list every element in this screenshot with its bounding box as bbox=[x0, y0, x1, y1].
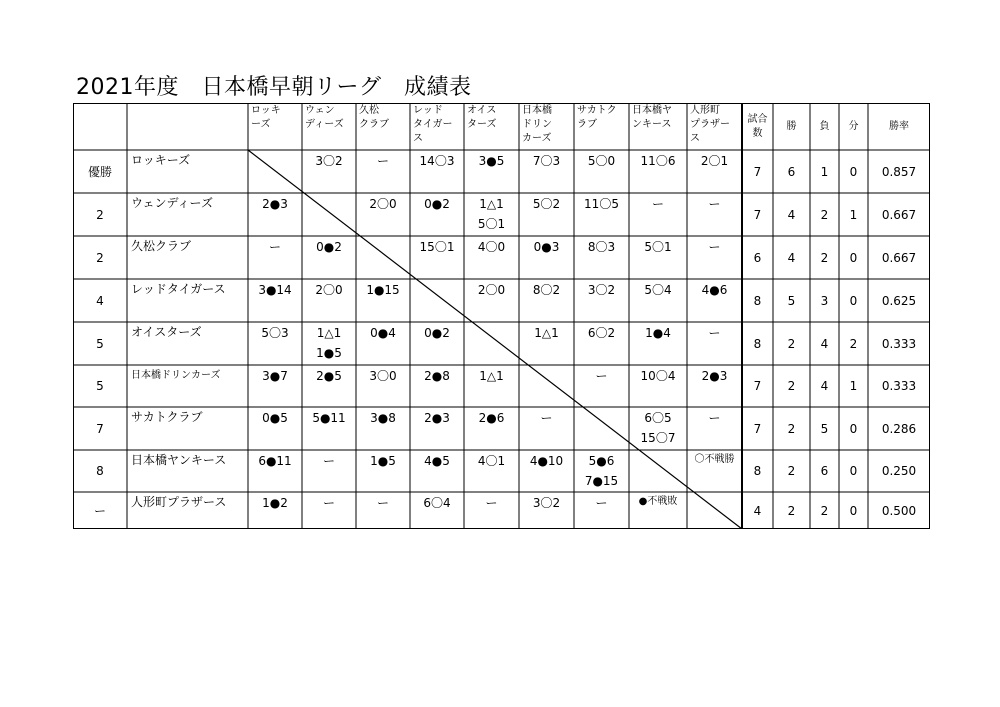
games-cell: 7 bbox=[753, 421, 762, 436]
score-line-1: ー bbox=[485, 496, 498, 510]
wins-cell: 2 bbox=[787, 336, 796, 351]
score-line-1: 1△1 bbox=[479, 369, 504, 383]
losses-cell: 1 bbox=[820, 164, 829, 179]
score-line-1: 5〇3 bbox=[261, 326, 289, 340]
score-line-1: ー bbox=[376, 496, 389, 510]
score-line-1: 5〇2 bbox=[532, 197, 561, 211]
score-line-2: 7●15 bbox=[584, 474, 619, 488]
games-cell: 7 bbox=[753, 379, 762, 393]
score-line-1: 6〇5 bbox=[644, 411, 672, 425]
score-cell bbox=[464, 322, 519, 365]
score-cell bbox=[574, 193, 629, 236]
losses-cell: 4 bbox=[820, 336, 829, 351]
team-name: 日本橋ドリンカーズ bbox=[131, 370, 221, 381]
stat-header: 勝 bbox=[786, 120, 797, 132]
rank-cell: 4 bbox=[96, 293, 104, 308]
score-line-1: ー bbox=[540, 411, 553, 425]
team-name: 日本橋ヤンキース bbox=[131, 453, 227, 467]
score-line-1: 4●10 bbox=[529, 454, 564, 468]
score-cell bbox=[629, 492, 687, 529]
games-cell: 8 bbox=[753, 293, 762, 308]
score-cell bbox=[356, 492, 410, 529]
rank-cell: 8 bbox=[96, 464, 104, 478]
score-cell bbox=[248, 492, 302, 529]
score-cell bbox=[519, 365, 574, 407]
pct-cell: 0.333 bbox=[881, 336, 917, 351]
score-line-1: ー bbox=[322, 454, 335, 468]
score-cell bbox=[519, 450, 574, 492]
team-name: 久松クラブ bbox=[131, 239, 192, 253]
score-line-1: ー bbox=[268, 240, 281, 254]
score-line-1: 0●2 bbox=[424, 326, 450, 340]
pct-cell: 0.625 bbox=[881, 293, 917, 308]
score-cell bbox=[464, 492, 519, 529]
team-name: サカトクラブ bbox=[131, 410, 203, 424]
score-cell bbox=[410, 193, 464, 236]
score-cell bbox=[248, 322, 302, 365]
score-line-1: 4〇1 bbox=[477, 454, 506, 468]
score-line-1: 0●2 bbox=[316, 240, 342, 254]
score-line-1: 7〇3 bbox=[532, 154, 561, 168]
team-name: ロッキーズ bbox=[131, 153, 191, 167]
score-line-1: 1●4 bbox=[645, 326, 671, 340]
score-cell bbox=[574, 322, 629, 365]
score-cell bbox=[519, 193, 574, 236]
score-line-1: 2〇0 bbox=[315, 283, 343, 297]
score-line-1: 5〇4 bbox=[644, 283, 672, 297]
score-cell bbox=[687, 407, 742, 450]
score-line-1: 4●5 bbox=[424, 454, 450, 468]
draws-cell: 1 bbox=[849, 379, 858, 393]
rank-cell: 2 bbox=[96, 250, 104, 265]
losses-cell: 6 bbox=[820, 464, 829, 478]
score-line-1: ー bbox=[708, 240, 721, 254]
draws-cell: 0 bbox=[849, 293, 858, 308]
wins-cell: 5 bbox=[787, 293, 796, 308]
games-cell: 6 bbox=[753, 250, 762, 265]
score-cell bbox=[629, 407, 687, 450]
score-line-1: 2〇0 bbox=[369, 197, 397, 211]
score-line-2: 1●5 bbox=[316, 346, 342, 360]
pct-cell: 0.667 bbox=[881, 250, 917, 265]
score-cell bbox=[248, 279, 302, 322]
games-cell: 7 bbox=[753, 164, 762, 179]
score-line-1: 2●3 bbox=[701, 369, 728, 383]
score-line-1: ●不戦敗 bbox=[638, 496, 678, 507]
stat-header: 試合 数 bbox=[747, 113, 768, 139]
score-line-1: 〇不戦勝 bbox=[694, 454, 735, 465]
score-cell bbox=[464, 365, 519, 407]
score-line-1: 1△1 bbox=[479, 197, 504, 211]
stat-header: 分 bbox=[848, 120, 859, 132]
score-cell bbox=[410, 492, 464, 529]
score-line-1: 5〇0 bbox=[587, 154, 616, 168]
score-cell bbox=[464, 193, 519, 236]
score-line-1: 2〇0 bbox=[477, 283, 506, 297]
wins-cell: 4 bbox=[787, 250, 796, 265]
score-cell bbox=[410, 279, 464, 322]
score-cell bbox=[519, 322, 574, 365]
score-cell bbox=[687, 450, 742, 492]
team-name: レッドタイガース bbox=[131, 282, 226, 296]
pct-cell: 0.500 bbox=[881, 503, 917, 518]
score-line-1: 2〇1 bbox=[700, 154, 729, 168]
losses-cell: 2 bbox=[820, 250, 829, 265]
score-cell bbox=[410, 150, 464, 193]
score-cell bbox=[464, 236, 519, 279]
score-cell bbox=[519, 236, 574, 279]
score-line-1: ー bbox=[708, 326, 721, 340]
score-line-1: 4●6 bbox=[701, 283, 728, 297]
score-cell bbox=[248, 450, 302, 492]
team-name: 人形町プラザース bbox=[131, 495, 227, 509]
rank-cell: 7 bbox=[96, 421, 104, 436]
score-cell bbox=[687, 279, 742, 322]
opponent-header: ロッキ ーズ bbox=[251, 105, 281, 130]
wins-cell: 2 bbox=[787, 503, 796, 518]
opponent-header: サカトク ラブ bbox=[577, 105, 617, 130]
score-cell bbox=[302, 279, 356, 322]
losses-cell: 2 bbox=[820, 207, 829, 222]
score-cell bbox=[302, 492, 356, 529]
score-line-1: 8〇2 bbox=[532, 283, 561, 297]
score-line-1: 3〇2 bbox=[315, 154, 343, 168]
games-cell: 4 bbox=[753, 503, 762, 518]
pct-cell: 0.333 bbox=[881, 379, 917, 393]
score-cell bbox=[302, 193, 356, 236]
score-cell bbox=[687, 193, 742, 236]
rank-cell: 優勝 bbox=[87, 164, 112, 179]
score-line-1: 6〇2 bbox=[587, 326, 616, 340]
score-line-1: 2●6 bbox=[478, 411, 505, 425]
draws-cell: 0 bbox=[849, 421, 858, 436]
score-cell bbox=[687, 150, 742, 193]
games-cell: 7 bbox=[753, 207, 762, 222]
draws-cell: 0 bbox=[849, 503, 858, 518]
score-line-1: 2●3 bbox=[262, 197, 288, 211]
score-line-1: ー bbox=[708, 197, 721, 211]
rank-cell: 5 bbox=[96, 336, 104, 351]
wins-cell: 2 bbox=[787, 421, 796, 436]
stat-header: 勝率 bbox=[889, 120, 909, 132]
score-line-1: ー bbox=[595, 496, 608, 510]
opponent-header: ウェン ディーズ bbox=[305, 105, 344, 130]
score-cell bbox=[519, 150, 574, 193]
score-line-1: 0●4 bbox=[370, 326, 396, 340]
score-line-1: ー bbox=[376, 154, 389, 168]
score-cell bbox=[629, 450, 687, 492]
score-cell bbox=[519, 492, 574, 529]
score-cell bbox=[248, 150, 302, 193]
score-line-1: 0●3 bbox=[533, 240, 560, 254]
score-line-1: 0●2 bbox=[424, 197, 450, 211]
score-cell bbox=[629, 322, 687, 365]
rank-cell: 2 bbox=[96, 207, 104, 222]
score-cell bbox=[687, 236, 742, 279]
score-line-1: 2●8 bbox=[424, 369, 450, 383]
draws-cell: 0 bbox=[849, 250, 858, 265]
losses-cell: 3 bbox=[820, 293, 829, 308]
score-line-1: 0●5 bbox=[262, 411, 288, 425]
score-cell bbox=[574, 236, 629, 279]
score-cell bbox=[302, 365, 356, 407]
score-line-1: 4〇0 bbox=[477, 240, 506, 254]
score-cell bbox=[464, 150, 519, 193]
score-cell bbox=[356, 236, 410, 279]
opponent-header: 日本橋ヤ ンキース bbox=[632, 105, 672, 130]
score-cell bbox=[519, 407, 574, 450]
score-line-1: 3●7 bbox=[262, 369, 288, 383]
score-line-1: 1●2 bbox=[262, 496, 288, 510]
score-line-2: 5〇1 bbox=[477, 217, 506, 231]
score-cell bbox=[356, 279, 410, 322]
score-cell bbox=[302, 407, 356, 450]
score-cell bbox=[629, 193, 687, 236]
opponent-header: オイス ターズ bbox=[467, 105, 497, 130]
score-cell bbox=[687, 365, 742, 407]
opponent-header: レッド タイガー ス bbox=[413, 105, 453, 144]
score-line-2: 15〇7 bbox=[640, 431, 676, 445]
score-cell bbox=[574, 450, 629, 492]
score-line-1: 10〇4 bbox=[640, 369, 676, 383]
opponent-header: 久松 クラブ bbox=[359, 105, 389, 130]
score-cell bbox=[248, 365, 302, 407]
score-line-1: 1●5 bbox=[370, 454, 396, 468]
score-line-1: 8〇3 bbox=[587, 240, 616, 254]
score-line-1: 5●6 bbox=[588, 454, 615, 468]
score-line-1: ー bbox=[595, 369, 608, 383]
page-title: 2021年度 日本橋早朝リーグ 成績表 bbox=[76, 75, 472, 100]
score-cell bbox=[464, 279, 519, 322]
games-cell: 8 bbox=[753, 464, 762, 478]
pct-cell: 0.286 bbox=[881, 421, 917, 436]
score-cell bbox=[519, 279, 574, 322]
team-name: ウェンディーズ bbox=[131, 196, 213, 210]
score-cell bbox=[356, 450, 410, 492]
score-cell bbox=[356, 407, 410, 450]
score-cell bbox=[574, 279, 629, 322]
score-cell bbox=[302, 322, 356, 365]
score-line-1: 1●15 bbox=[366, 283, 400, 297]
score-cell bbox=[629, 279, 687, 322]
score-cell bbox=[410, 236, 464, 279]
wins-cell: 6 bbox=[787, 164, 796, 179]
score-line-1: 2●3 bbox=[424, 411, 450, 425]
score-cell bbox=[410, 450, 464, 492]
score-line-1: 6〇4 bbox=[423, 496, 451, 510]
score-line-1: 3●8 bbox=[370, 411, 396, 425]
opponent-header: 日本橋 ドリン カーズ bbox=[522, 105, 552, 144]
score-line-1: 3●14 bbox=[258, 283, 292, 297]
draws-cell: 2 bbox=[849, 336, 858, 351]
losses-cell: 5 bbox=[820, 421, 829, 436]
score-line-1: 14〇3 bbox=[419, 154, 455, 168]
pct-cell: 0.667 bbox=[881, 207, 917, 222]
draws-cell: 0 bbox=[849, 464, 858, 478]
score-cell bbox=[464, 450, 519, 492]
score-cell bbox=[302, 450, 356, 492]
stat-header: 負 bbox=[819, 120, 830, 132]
score-cell bbox=[356, 150, 410, 193]
score-line-1: 1△1 bbox=[316, 326, 342, 340]
wins-cell: 4 bbox=[787, 207, 796, 222]
games-cell: 8 bbox=[753, 336, 762, 351]
pct-cell: 0.857 bbox=[881, 164, 917, 179]
score-line-1: 2●5 bbox=[316, 369, 342, 383]
standings-table bbox=[73, 103, 930, 529]
score-line-1: 5●11 bbox=[312, 411, 346, 425]
draws-cell: 0 bbox=[849, 164, 858, 179]
rank-cell: 5 bbox=[96, 379, 104, 393]
score-cell bbox=[629, 150, 687, 193]
score-cell bbox=[410, 365, 464, 407]
score-cell bbox=[302, 236, 356, 279]
score-line-1: 3〇0 bbox=[369, 369, 397, 383]
score-cell bbox=[574, 407, 629, 450]
draws-cell: 1 bbox=[849, 207, 858, 222]
score-cell bbox=[356, 322, 410, 365]
score-line-1: 5〇1 bbox=[644, 240, 672, 254]
score-line-1: 6●11 bbox=[258, 454, 292, 468]
score-cell bbox=[574, 492, 629, 529]
score-cell bbox=[302, 150, 356, 193]
opponent-header: 人形町 プラザー ス bbox=[690, 105, 730, 144]
score-cell bbox=[687, 492, 742, 529]
score-line-1: 3●5 bbox=[478, 154, 505, 168]
pct-cell: 0.250 bbox=[881, 464, 917, 478]
wins-cell: 2 bbox=[787, 379, 796, 393]
score-cell bbox=[248, 407, 302, 450]
score-line-1: ー bbox=[651, 197, 664, 211]
score-cell bbox=[629, 365, 687, 407]
score-cell bbox=[629, 236, 687, 279]
score-cell bbox=[410, 322, 464, 365]
losses-cell: 2 bbox=[820, 503, 829, 518]
losses-cell: 4 bbox=[820, 379, 829, 393]
score-cell bbox=[574, 365, 629, 407]
score-line-1: 11〇5 bbox=[584, 197, 619, 211]
score-cell bbox=[574, 150, 629, 193]
score-cell bbox=[464, 407, 519, 450]
score-line-1: ー bbox=[322, 496, 335, 510]
score-line-1: 15〇1 bbox=[419, 240, 455, 254]
rank-cell: ー bbox=[93, 503, 106, 518]
score-cell bbox=[248, 193, 302, 236]
score-cell bbox=[248, 236, 302, 279]
score-line-1: 3〇2 bbox=[532, 496, 561, 510]
score-cell bbox=[356, 365, 410, 407]
team-name: オイスターズ bbox=[131, 325, 202, 339]
wins-cell: 2 bbox=[787, 464, 796, 478]
score-cell bbox=[410, 407, 464, 450]
score-line-1: 1△1 bbox=[534, 326, 559, 340]
score-line-1: 3〇2 bbox=[587, 283, 616, 297]
score-cell bbox=[356, 193, 410, 236]
score-cell bbox=[687, 322, 742, 365]
score-line-1: 11〇6 bbox=[640, 154, 676, 168]
score-line-1: ー bbox=[708, 411, 721, 425]
